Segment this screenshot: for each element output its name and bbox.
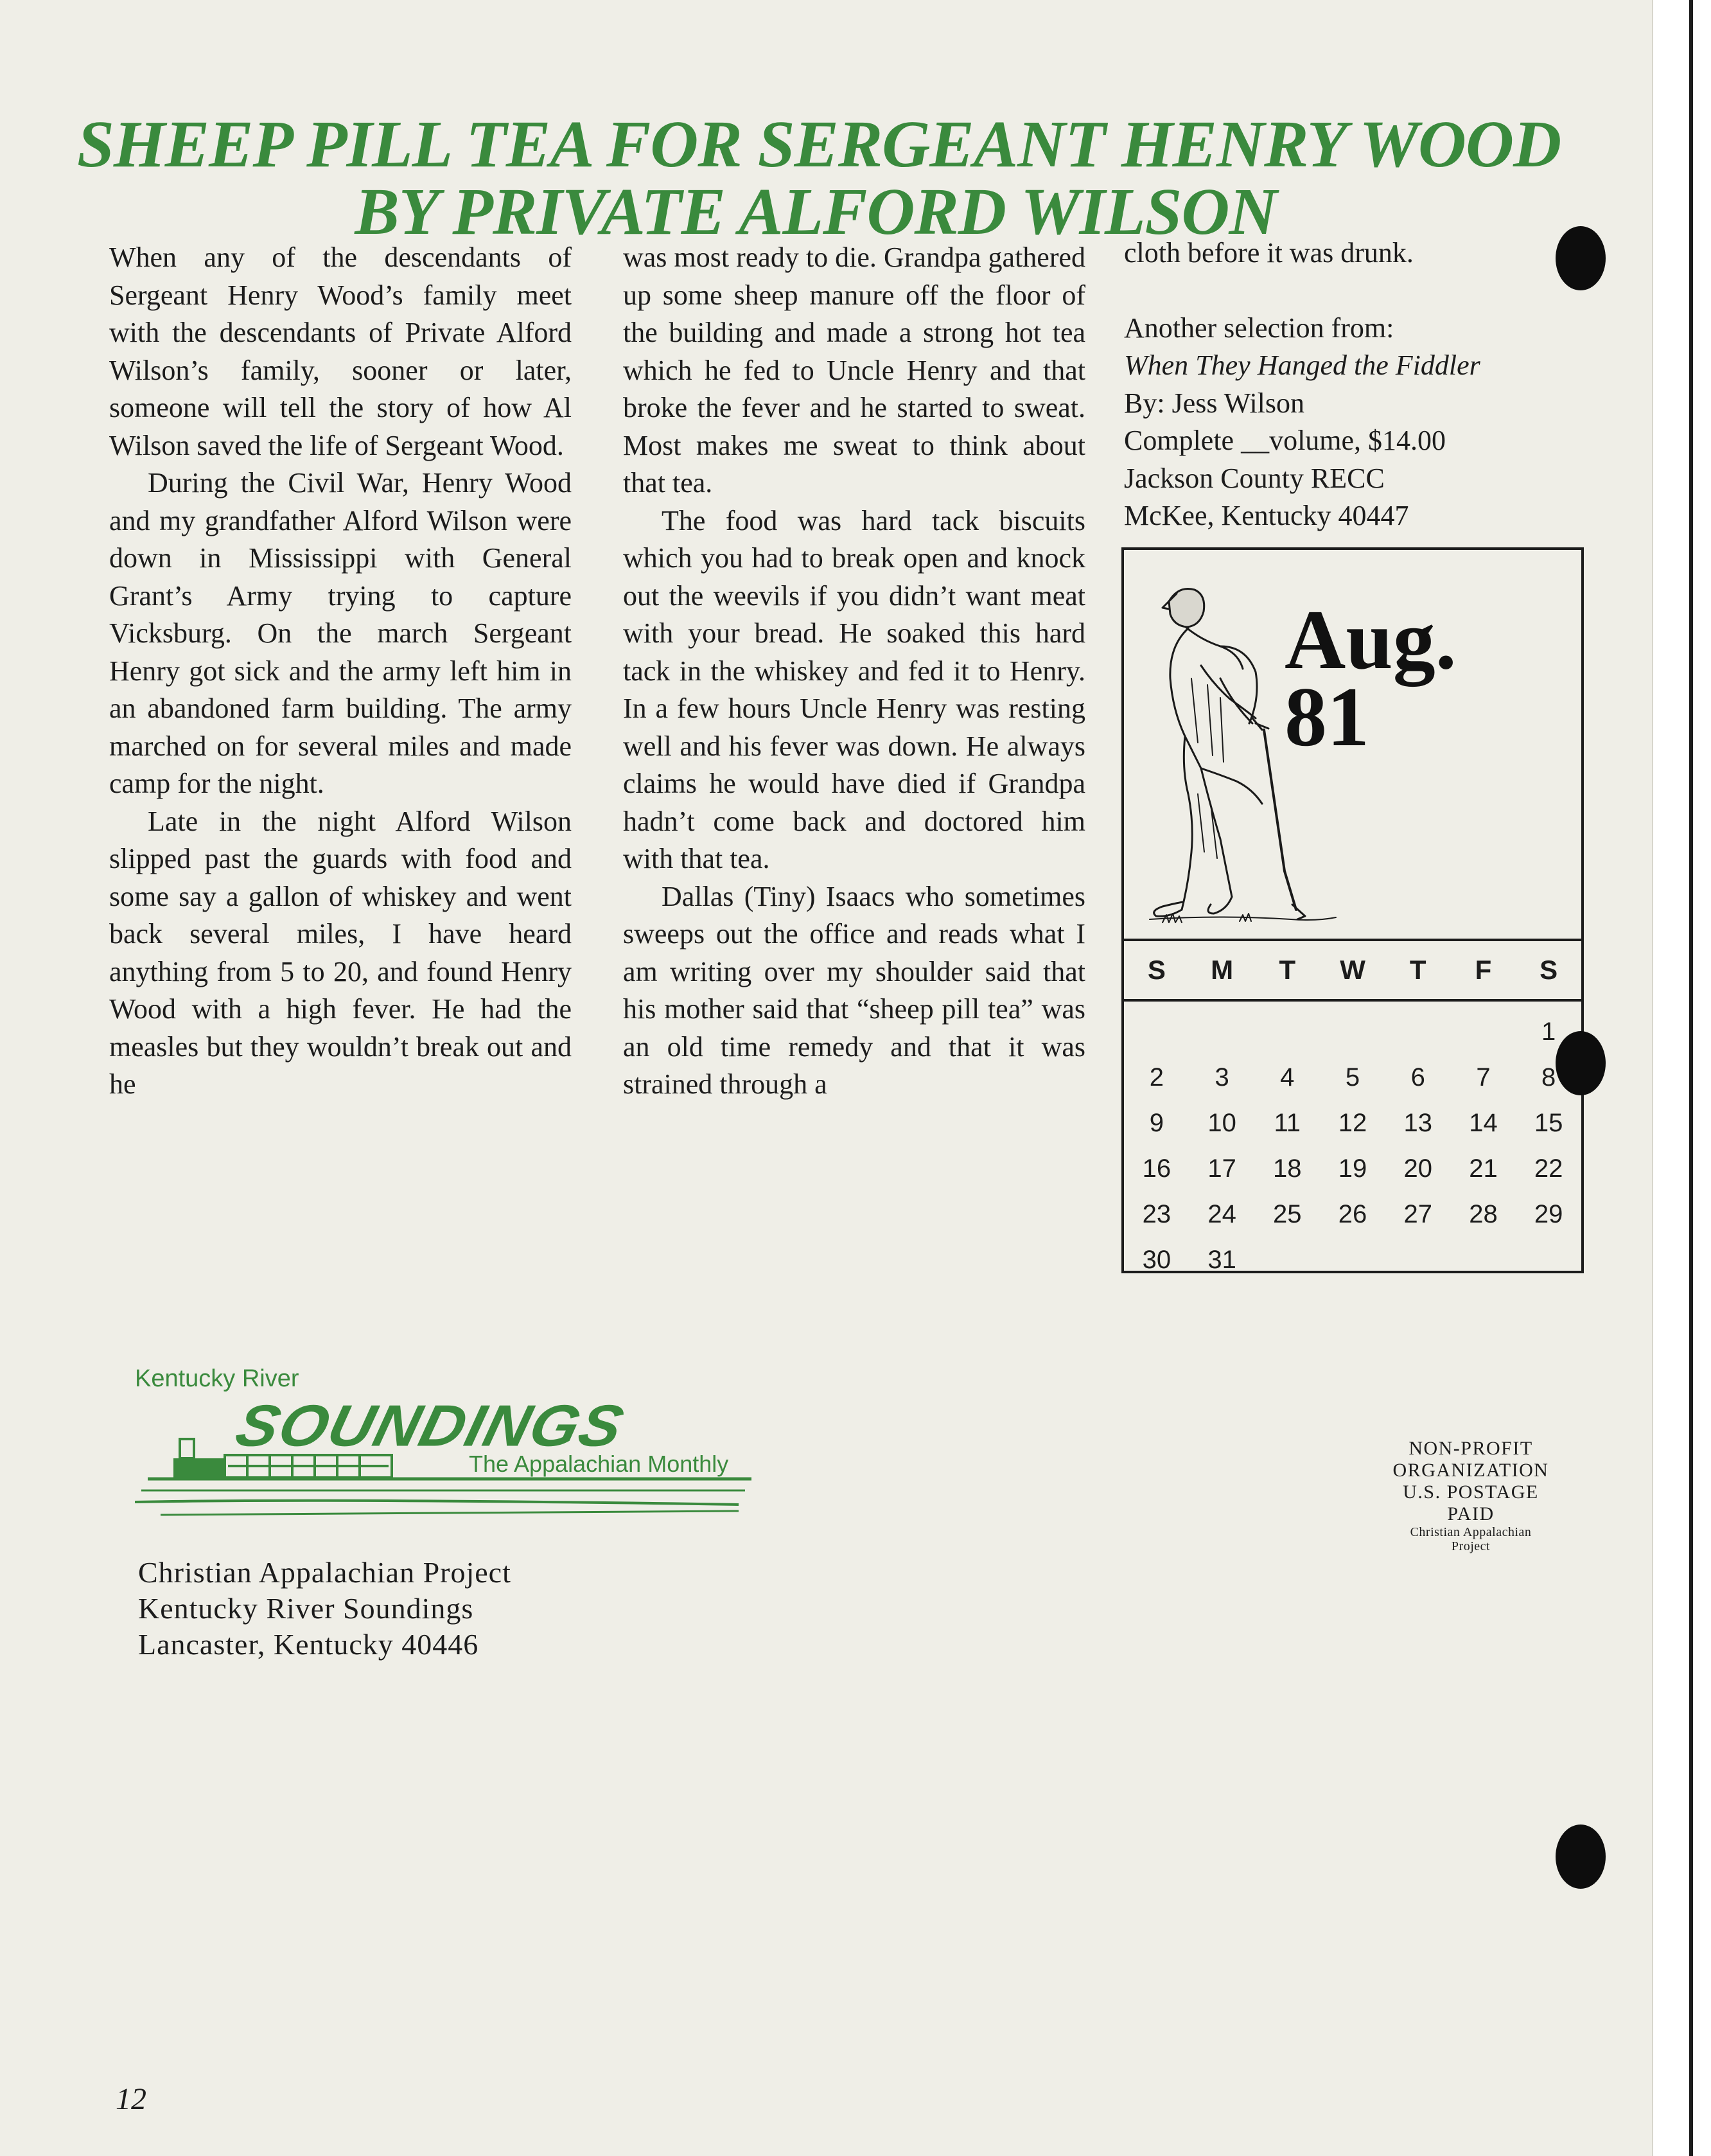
calendar-day: 28 — [1469, 1200, 1498, 1228]
calendar-day: 4 — [1280, 1063, 1295, 1091]
calendar-day: 26 — [1338, 1200, 1367, 1228]
calendar-month: Aug. — [1285, 592, 1457, 687]
calendar-grid — [1124, 1009, 1581, 1283]
calendar-day: 19 — [1338, 1154, 1367, 1183]
calendar-day: 27 — [1403, 1200, 1432, 1228]
calendar-day: 21 — [1469, 1154, 1498, 1183]
calendar-day: 11 — [1274, 1109, 1301, 1137]
calendar-day: 30 — [1142, 1246, 1171, 1274]
calendar-day — [1451, 1009, 1516, 1055]
postage-line: U.S. POSTAGE — [1403, 1481, 1539, 1503]
calendar-day: 15 — [1534, 1109, 1563, 1137]
paragraph: When any of the descendants of Sergeant Henry Wood’s family meet with the descendants of Private Alford Wilson’s family, sooner or later, someone will tell the story of how Al Wilson saved the life of Sergeant Wood. — [109, 242, 572, 461]
calendar-day: 17 — [1207, 1154, 1236, 1183]
address-line: Christian Appalachian Project — [138, 1556, 511, 1589]
paragraph: was most ready to die. Grandpa gathered up some sheep manure off the floor of the building and made a strong hot tea which he fed to Uncle Henry and that broke the fever and he started to sweat. Most makes me sweat to think about that tea. — [623, 242, 1085, 499]
paragraph-continuation: cloth before it was drunk. — [1124, 237, 1414, 269]
calendar-day: 1 — [1541, 1018, 1556, 1046]
calendar-title — [1285, 592, 1457, 764]
binder-hole — [1556, 1031, 1606, 1095]
article-column-3 — [1124, 234, 1574, 535]
calendar-day: 9 — [1149, 1109, 1164, 1137]
calendar-day — [1189, 1009, 1255, 1055]
calendar-week — [1124, 1237, 1581, 1283]
calendar-day: 5 — [1345, 1063, 1360, 1091]
weekday-label: T — [1409, 955, 1426, 985]
logo-tagline: The Appalachian Monthly — [469, 1451, 729, 1477]
calendar-day: 13 — [1403, 1109, 1432, 1137]
page-number: 12 — [116, 2082, 146, 2116]
calendar-weekday-header — [1124, 939, 1581, 1002]
book-price: Complete __volume, $14.00 — [1124, 425, 1446, 456]
calendar-day: 7 — [1476, 1063, 1491, 1091]
calendar-day — [1516, 1237, 1581, 1283]
calendar-day: 2 — [1149, 1063, 1164, 1091]
calendar-year: 81 — [1285, 669, 1369, 764]
paragraph: Late in the night Alford Wilson slipped past the guards with food and some say a gallon of whiskey and went back several miles, I have heard anything from 5 to 20, and found Henry Wood with a high fever. He had the measles but they wouldn’t break out and he — [109, 805, 572, 1100]
paragraph: During the Civil War, Henry Wood and my grandfather Alford Wilson were down in Mississippi with General Grant’s Army trying to capture Vicksburg. On the march Sergeant Henry got sick and the army left him in an abandoned farm building. The army marched on for several miles and made camp for the night. — [109, 467, 572, 799]
calendar-day: 6 — [1410, 1063, 1425, 1091]
weekday-label: S — [1540, 955, 1558, 985]
return-address — [138, 1555, 511, 1663]
calendar-day — [1124, 1009, 1189, 1055]
article-column-2 — [623, 239, 1085, 1104]
weekday-label: W — [1340, 955, 1365, 985]
calendar-week — [1124, 1146, 1581, 1192]
calendar-day — [1451, 1237, 1516, 1283]
calendar-day: 23 — [1142, 1200, 1171, 1228]
calendar-day: 3 — [1215, 1063, 1229, 1091]
calendar-day: 10 — [1207, 1109, 1236, 1137]
calendar-day — [1385, 1237, 1451, 1283]
weekday-label: S — [1147, 955, 1166, 985]
calendar-day: 14 — [1469, 1109, 1498, 1137]
selection-intro: Another selection from: — [1124, 312, 1394, 344]
calendar-day: 24 — [1207, 1200, 1236, 1228]
paragraph: Dallas (Tiny) Isaacs who sometimes sweeps out the office and reads what I am writing over my shoulder said that his mother said that “sheep pill tea” was an old time remedy and that it was strained through a — [623, 880, 1085, 1100]
calendar-day: 31 — [1207, 1246, 1236, 1274]
august-calendar — [1121, 547, 1584, 1273]
logo-wordmark: SOUNDINGS — [229, 1393, 631, 1459]
calendar-day — [1254, 1237, 1320, 1283]
logo-top-text: Kentucky River — [135, 1365, 299, 1392]
postage-line: Christian Appalachian — [1410, 1525, 1532, 1539]
calendar-day — [1254, 1009, 1320, 1055]
calendar-week — [1124, 1192, 1581, 1237]
book-title: When They Hanged the Fiddler — [1124, 349, 1480, 381]
postage-line: NON-PROFIT — [1408, 1438, 1533, 1459]
calendar-day: 18 — [1273, 1154, 1302, 1183]
page-edge — [1689, 0, 1693, 2156]
weekday-label: F — [1475, 955, 1492, 985]
calendar-day: 16 — [1142, 1154, 1171, 1183]
binder-hole — [1556, 226, 1606, 290]
article-title-line-2: BY PRIVATE ALFORD WILSON — [355, 175, 1277, 249]
book-author: By: Jess Wilson — [1124, 387, 1305, 419]
address-line: Lancaster, Kentucky 40446 — [138, 1628, 479, 1661]
calendar-day — [1320, 1009, 1385, 1055]
paragraph: The food was hard tack biscuits which you had to break open and knock out the weevils if you didn’t want meat with your bread. He soaked this hard tack in the whiskey and fed it to Henry. In a few hours Uncle Henry was resting well and his fever was down. He always claims he would have died if Grandpa hadn’t come back and doctored him with that tea. — [623, 504, 1085, 874]
postage-line: ORGANIZATION — [1392, 1460, 1549, 1481]
postage-line: PAID — [1447, 1503, 1495, 1524]
address-line: Kentucky River Soundings — [138, 1592, 474, 1625]
weekday-label: M — [1211, 955, 1234, 985]
publisher-address: McKee, Kentucky 40447 — [1124, 500, 1409, 531]
calendar-day: 22 — [1534, 1154, 1563, 1183]
binder-hole — [1556, 1825, 1606, 1889]
calendar-week — [1124, 1100, 1581, 1146]
article-column-1 — [109, 239, 572, 1104]
calendar-week — [1124, 1009, 1581, 1055]
calendar-day: 20 — [1403, 1154, 1432, 1183]
calendar-day — [1320, 1237, 1385, 1283]
calendar-day: 29 — [1534, 1200, 1563, 1228]
article-title-line-1: SHEEP PILL TEA FOR SERGEANT HENRY WOOD — [77, 107, 1561, 181]
weekday-label: T — [1279, 955, 1296, 985]
calendar-day: 8 — [1541, 1063, 1556, 1091]
calendar-day: 12 — [1338, 1109, 1367, 1137]
kentucky-river-soundings-logo — [135, 1365, 751, 1519]
calendar-week — [1124, 1055, 1581, 1100]
calendar-day: 25 — [1273, 1200, 1302, 1228]
postage-indicia — [1355, 1438, 1586, 1553]
publisher: Jackson County RECC — [1124, 462, 1385, 494]
postage-line: Project — [1451, 1539, 1491, 1553]
calendar-day — [1385, 1009, 1451, 1055]
